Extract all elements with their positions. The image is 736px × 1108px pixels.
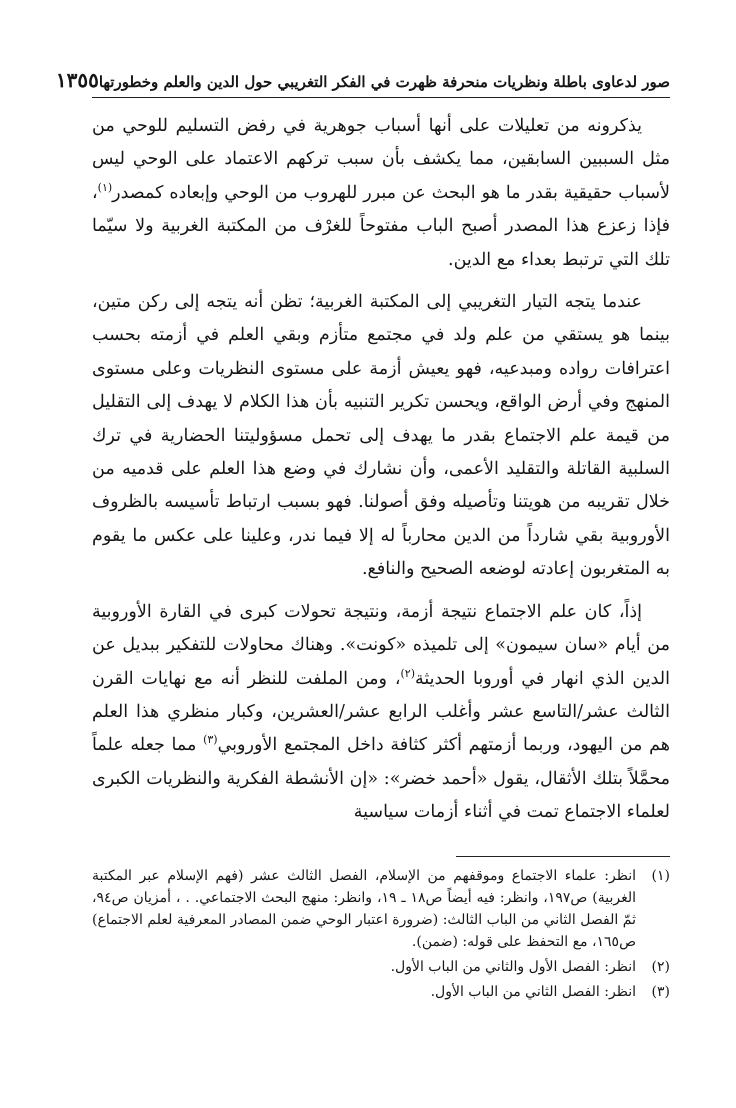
footnote-ref: (٢) <box>400 666 416 680</box>
paragraph <box>92 110 670 277</box>
paragraph-text: إذاً، كان علم الاجتماع نتيجة أزمة، ونتيجة تحولات كبرى في القارة الأوروبية من أيام «سان سيمون» إلى تلميذه «كونت». وهناك محاولات للتفكير ببديل عن الدين الذي انهار في أوروبا الحديثة <box>92 601 670 689</box>
page <box>55 68 670 1006</box>
main-text <box>92 110 670 830</box>
footnote <box>92 981 670 1003</box>
paragraph-text: مما جعله علماً محمَّلاً بتلك الأثقال، يقول «أحمد خضر»: «إن الأنشطة الفكرية والنظريات الكبرى لعلماء الاجتماع تمت في أثناء أزمات سياسية <box>92 735 670 823</box>
footnote-ref: (٣) <box>203 733 218 747</box>
footnote-ref: (١) <box>97 180 113 194</box>
footnotes <box>92 865 670 1003</box>
footnote <box>92 956 670 978</box>
paragraph-text: عندما يتجه التيار التغريبي إلى المكتبة الغربية؛ تظن أنه يتجه إلى ركن متين، بينما هو يستقي من علم ولد في مجتمع متأزم وبقي العلم في أزمته بحسب اعترافات رواده ومبدعيه، فهو يعيش أزمة على مستوى النظريات وعلى مستوى المنهج وفي أرض الواقع، ويحسن تكرير التنبيه بأن هذا الكلام لا يهدف إلى التقليل من قيمة علم الاجتماع بقدر ما يهدف إلى تحمل مسؤوليتنا الحضارية في ترك السلبية القاتلة والتقليد الأعمى، وأن نشارك في وضع هذا العلم على قدميه من خلال تقريبه من هويتنا وتأصيله وفق أصولنا. فهو بسبب ارتباط تأسيسه بالظروف الأوروبية بقي شارداً من الدين محارباً له إلا فيما ندر، وعلينا على عكس ما يقوم به المتغربون إعادته لوضعه الصحيح والنافع. <box>92 292 670 580</box>
paragraph <box>92 596 670 830</box>
footnote-number: (٣) <box>651 983 670 1000</box>
page-number: ١٣٥٥ <box>55 68 99 92</box>
footnote-number: (١) <box>651 867 670 884</box>
footnote-divider <box>456 856 670 857</box>
paragraph-text: يذكرونه من تعليلات على أنها أسباب جوهرية في رفض التسليم للوحي من مثل السببين السابقين، مما يكشف بأن سبب تركهم الاعتماد على الوحي ليس لأسباب حقيقية بقدر ما هو البحث عن مبرر للهروب من الوحي وإبعاده كمصدر <box>92 116 670 203</box>
paragraph <box>92 286 670 587</box>
footnote-text: انظر: الفصل الثاني من الباب الأول. <box>430 983 636 1000</box>
footnote <box>92 865 670 953</box>
running-title: صور لدعاوى باطلة ونظريات منحرفة ظهرت في الفكر التغريبي حول الدين والعلم وخطورتها <box>98 73 670 91</box>
paragraph-text: ، فإذا زعزع هذا المصدر أصبح الباب مفتوحاً للغرْف من المكتبة الغربية ولا سيّما تلك التي ترتبط بعداء مع الدين. <box>92 182 670 270</box>
footnote-text: انظر: علماء الاجتماع وموقفهم من الإسلام، الفصل الثالث عشر (فهم الإسلام عبر المكتبة الغربية) ص١٩٧، وانظر: فيه أيضاً ص١٨ ـ ١٩، وانظر: منهج البحث الاجتماعي. . ، أمزيان ص٩٤، ثمّ الفصل الثاني من الباب الثالث: (ضرورة اعتبار الوحي ضمن المصادر المعرفية لعلم الاجتماع) ص١٦٥، مع التحفظ على قوله: (ضمن). <box>92 867 636 950</box>
footnote-number: (٢) <box>651 958 670 975</box>
footnote-text: انظر: الفصل الأول والثاني من الباب الأول. <box>390 958 636 975</box>
running-header <box>55 68 670 98</box>
paragraph-text: ، ومن الملفت للنظر أنه مع نهايات القرن الثالث عشر/التاسع عشر وأغلب الرابع عشر/العشرين، وكبار منظري هذا العلم هم من اليهود، وربما أزمتهم أكثر كثافة داخل المجتمع الأوروبي <box>92 668 670 756</box>
